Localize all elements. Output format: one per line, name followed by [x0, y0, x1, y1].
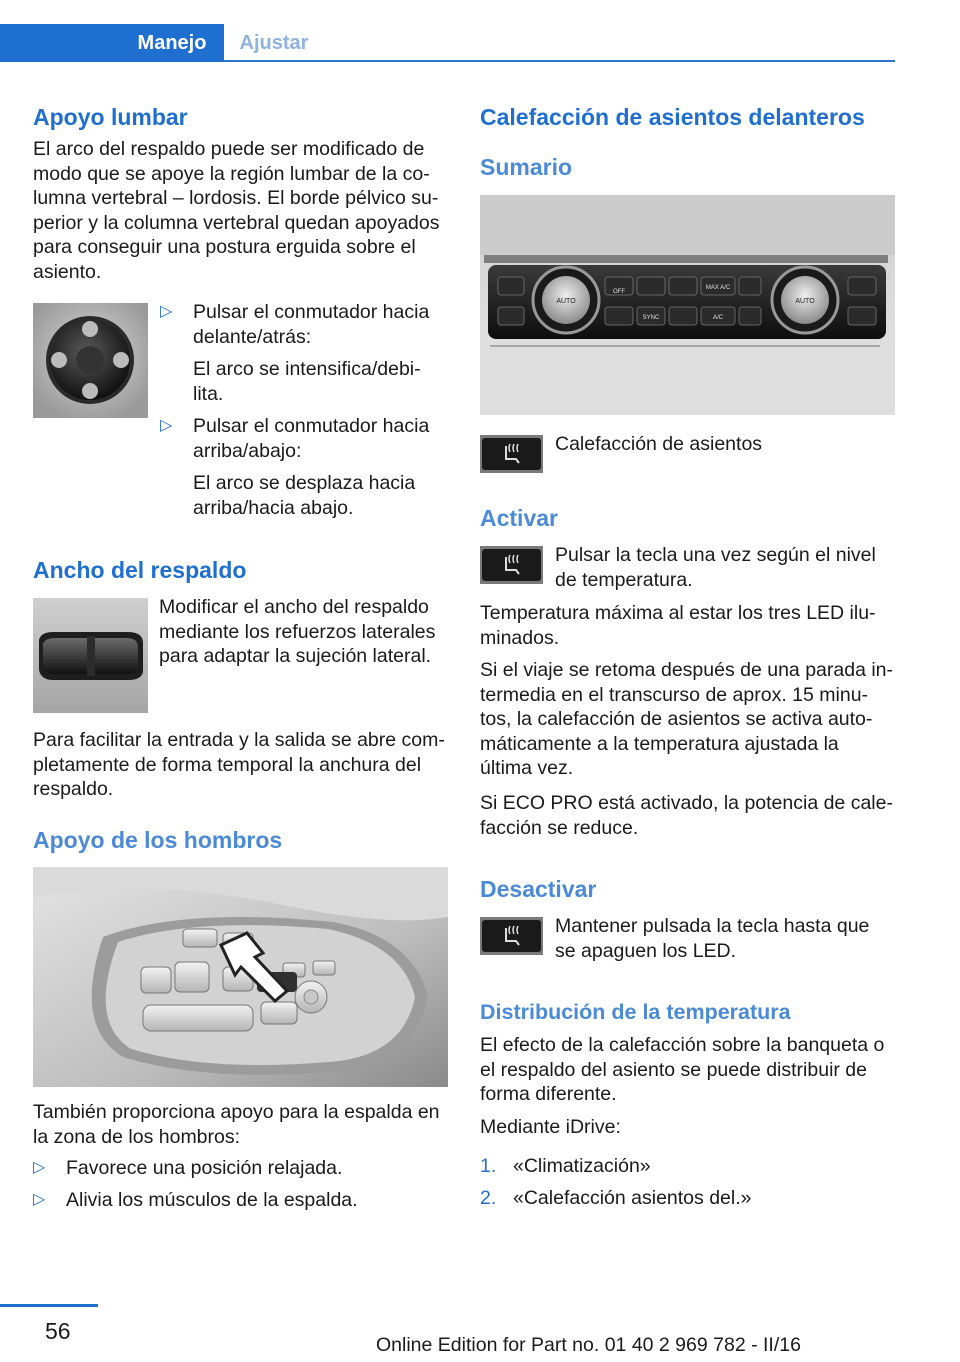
- step-text: «Calefacción asientos del.»: [513, 1187, 752, 1209]
- heading-ancho-respaldo: Ancho del respaldo: [33, 557, 247, 583]
- text-line: Favorece una posición relajada.: [66, 1157, 343, 1179]
- text-line: de temperatura.: [555, 568, 693, 591]
- activate-para-2: [480, 658, 900, 781]
- text-line: forma diferente.: [480, 1083, 617, 1106]
- heading-apoyo-lumbar: Apoyo lumbar: [33, 104, 188, 130]
- width-switch-image: [33, 598, 148, 713]
- step-number: 2.: [480, 1187, 497, 1209]
- bullet-triangle-icon: ▷: [33, 1159, 46, 1176]
- page-number: 56: [45, 1318, 71, 1344]
- text-line: para conseguir una postura erguida sobre el: [33, 236, 416, 259]
- header-tab-bar: [0, 0, 895, 62]
- text-line: También proporciona apoyo para la espalda en: [33, 1101, 440, 1123]
- footer-accent-line: [0, 1304, 98, 1307]
- text-line: Pulsar la tecla una vez según el nivel: [555, 544, 876, 566]
- text-line: Temperatura máxima al estar los tres LED ilu‐: [480, 602, 876, 624]
- width-description: [159, 595, 454, 669]
- text-line: respaldo.: [33, 778, 114, 801]
- sync-label: SYNC: [642, 315, 660, 321]
- text-line: Pulsar el conmutador hacia: [193, 301, 430, 323]
- seat-heat-label: Calefacción de asientos: [555, 433, 763, 455]
- seat-controls-photo: [33, 867, 448, 1087]
- seat-heat-icon: [480, 546, 543, 584]
- text-line: El arco se desplaza hacia: [193, 472, 416, 495]
- text-line: se apaguen los LED.: [555, 939, 737, 962]
- auto-label-left: AUTO: [556, 298, 576, 305]
- text-line: perior y la columna vertebral quedan apoyados: [33, 211, 440, 234]
- text-line: arriba/abajo:: [193, 439, 302, 462]
- text-line: máticamente a la temperatura ajustada la: [480, 732, 839, 755]
- text-line: lumna vertebral – lordosis. El borde pélvico su‐: [33, 187, 439, 210]
- edition-note: Online Edition for Part no. 01 40 2 969 782 - II/16: [376, 1334, 801, 1356]
- bullet-triangle-icon: ▷: [160, 417, 173, 434]
- text-line: Pulsar el conmutador hacia: [193, 415, 430, 437]
- text-line: modo que se apoye la región lumbar de la co‐: [33, 162, 430, 185]
- heading-calefaccion: Calefacción de asientos delanteros: [480, 104, 865, 130]
- bullet-triangle-icon: ▷: [33, 1191, 46, 1208]
- distribution-paragraph: [480, 1033, 900, 1107]
- seat-heat-icon: [480, 435, 543, 473]
- heading-activar: Activar: [480, 505, 558, 531]
- seat-heat-icon: [480, 917, 543, 955]
- text-line: Si ECO PRO está activado, la potencia de cale‐: [480, 792, 893, 814]
- text-line: facción se reduce.: [480, 816, 639, 839]
- text-line: arriba/hacia abajo.: [193, 496, 354, 519]
- tab-ajustar[interactable]: Ajustar: [239, 31, 309, 54]
- seat-heating-button-image: [480, 917, 543, 955]
- max-ac-label: MAX A/C: [705, 285, 731, 291]
- activate-para-1: [480, 601, 900, 650]
- text-line: minados.: [480, 626, 560, 649]
- step-text: «Climatización»: [513, 1155, 651, 1177]
- text-line: El arco del respaldo puede ser modificado de: [33, 138, 425, 160]
- text-line: la zona de los hombros:: [33, 1125, 241, 1148]
- lumbar-paragraph: [33, 137, 453, 285]
- text-line: lita.: [193, 382, 224, 405]
- text-line: para adaptar la sujeción lateral.: [159, 645, 432, 668]
- text-line: delante/atrás:: [193, 325, 312, 348]
- step-number: 1.: [480, 1155, 497, 1177]
- text-line: Si el viaje se retoma después de una parada in‐: [480, 659, 894, 681]
- activate-para-3: [480, 791, 900, 840]
- activate-text: [555, 543, 895, 592]
- deactivate-text: [555, 914, 895, 963]
- text-line: Para facilitar la entrada y la salida se abre com‐: [33, 729, 445, 751]
- tab-lead-block: [0, 24, 120, 62]
- text-line: asiento.: [33, 260, 102, 283]
- ac-label: A/C: [712, 315, 724, 321]
- text-line: tos, la calefacción de asientos se activa auto‐: [480, 708, 873, 731]
- width-paragraph: [33, 728, 453, 802]
- seat-heating-button-image: [480, 546, 543, 584]
- climate-panel-photo: [480, 195, 895, 415]
- idrive-text: Mediante iDrive:: [480, 1116, 621, 1138]
- heading-sumario: Sumario: [480, 154, 573, 180]
- shoulder-paragraph: [33, 1100, 453, 1149]
- text-line: Alivia los músculos de la espalda.: [66, 1189, 358, 1211]
- heading-distribucion: Distribución de la temperatura: [480, 1000, 791, 1024]
- bullet-triangle-icon: ▷: [160, 303, 173, 320]
- seat-heating-button-image: [480, 435, 543, 473]
- heading-desactivar: Desactivar: [480, 876, 597, 902]
- off-label: OFF: [613, 289, 625, 295]
- heading-apoyo-hombros: Apoyo de los hombros: [33, 827, 283, 853]
- text-line: El efecto de la calefacción sobre la banqueta o: [480, 1034, 885, 1056]
- text-line: Modificar el ancho del respaldo: [159, 596, 429, 618]
- text-line: El arco se intensifica/debi‐: [193, 358, 421, 381]
- text-line: pletamente de forma temporal la anchura del: [33, 753, 422, 776]
- auto-label-right: AUTO: [795, 298, 815, 305]
- text-line: termedia en el transcurso de aprox. 15 minu‐: [480, 683, 869, 706]
- tab-manejo[interactable]: Manejo: [120, 24, 224, 62]
- text-line: el respaldo del asiento se puede distribuir de: [480, 1058, 868, 1081]
- lumbar-switch-image: [33, 303, 148, 418]
- text-line: Mantener pulsada la tecla hasta que: [555, 915, 870, 937]
- text-line: mediante los refuerzos laterales: [159, 620, 436, 643]
- text-line: última vez.: [480, 757, 574, 780]
